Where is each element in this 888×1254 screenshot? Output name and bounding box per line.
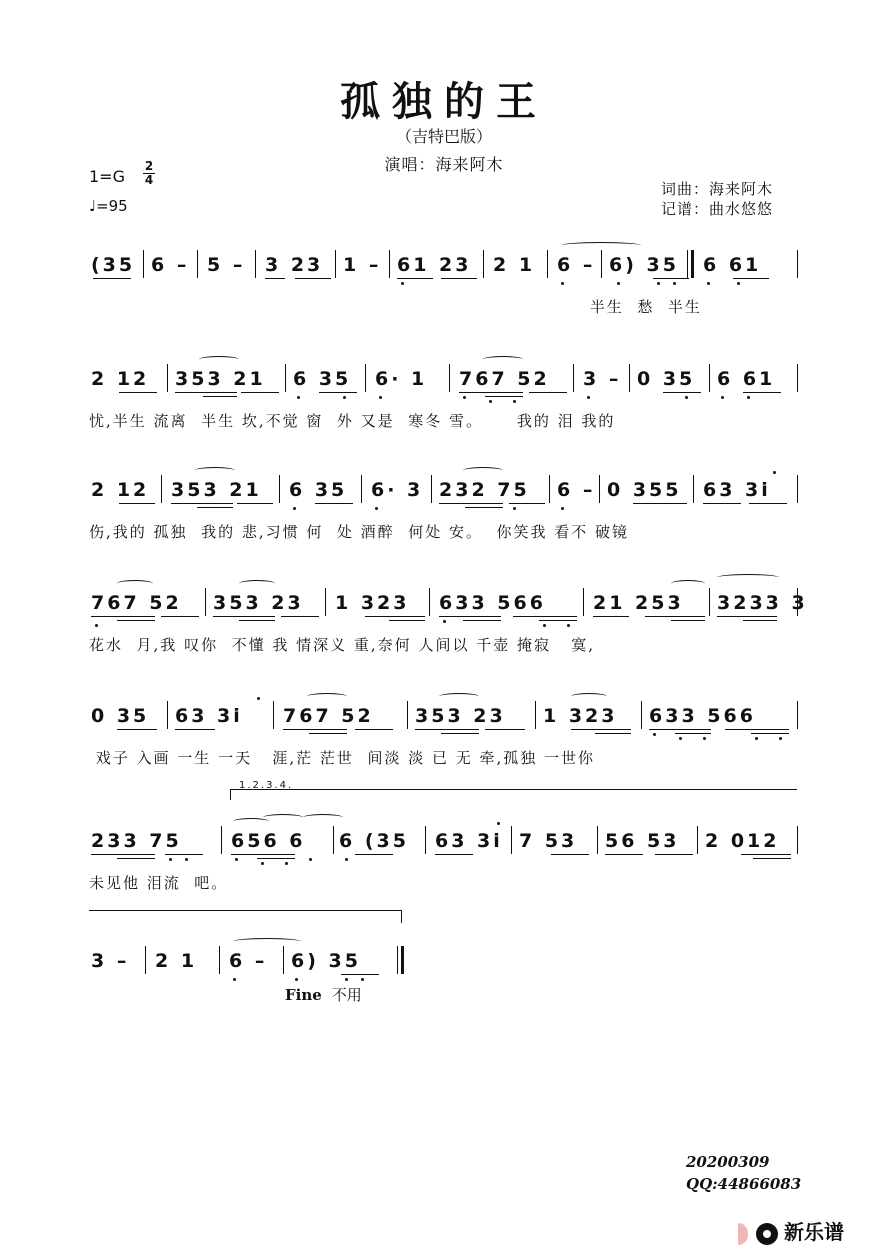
measure: 353 23 (213, 592, 304, 614)
measure: 633 566 (649, 705, 756, 727)
measure: 6· 3 (371, 479, 424, 501)
underline (397, 278, 433, 279)
measure: 6 – (151, 254, 190, 276)
barline (335, 250, 336, 278)
measure: 353 23 (415, 705, 506, 727)
page-title: 孤独的王 (340, 78, 548, 125)
underline (741, 854, 791, 855)
repeat-start-barline-thick (691, 250, 694, 278)
underline (241, 392, 279, 393)
barline (601, 250, 602, 278)
measure: 6 (35 (339, 830, 409, 852)
barline (161, 475, 162, 503)
measure: 353 21 (175, 368, 266, 390)
measure: 3 – (583, 368, 622, 390)
measure: 63 3i (703, 479, 771, 501)
fine-note: 不用 (331, 986, 362, 1004)
lyrics-line: 半生 愁 半生 (89, 298, 702, 316)
underline (175, 392, 237, 393)
tie-arc (307, 693, 347, 700)
underline (161, 616, 199, 617)
underline (671, 620, 705, 621)
underline (463, 620, 501, 621)
tie-arc (195, 467, 235, 474)
underline (117, 858, 155, 859)
lyrics-line: 伤,我的 孤独 我的 悲,习惯 何 处 酒醉 何处 安。 你笑我 看不 破镜 (89, 523, 630, 541)
score-line-7 (0, 938, 888, 1018)
barline (145, 946, 146, 974)
underline (513, 616, 577, 617)
record-icon (756, 1223, 778, 1245)
score-line-6 (0, 818, 888, 898)
barline (221, 826, 222, 854)
measure: 6· 1 (375, 368, 428, 390)
underline (459, 392, 523, 393)
low-octave-dot (233, 978, 236, 981)
underline (281, 616, 319, 617)
underline (203, 396, 237, 397)
barline (599, 475, 600, 503)
measure: 232 75 (439, 479, 530, 501)
underline (315, 503, 353, 504)
low-octave-dot (657, 282, 660, 285)
barline (273, 701, 274, 729)
low-octave-dot (443, 620, 446, 623)
barline (693, 475, 694, 503)
underline (319, 392, 357, 393)
score-line-2 (0, 356, 888, 436)
low-octave-dot (297, 396, 300, 399)
low-octave-dot (285, 862, 288, 865)
low-octave-dot (293, 507, 296, 510)
tie-arc (671, 580, 705, 587)
underline (649, 729, 711, 730)
repeat-end-barline-thick (401, 946, 404, 974)
underline (119, 392, 157, 393)
low-octave-dot (513, 400, 516, 403)
underline (753, 858, 791, 859)
measure: 656 6 (231, 830, 306, 852)
underline (283, 729, 347, 730)
low-octave-dot (707, 282, 710, 285)
low-octave-dot (543, 624, 546, 627)
low-octave-dot (653, 733, 656, 736)
barline (697, 826, 698, 854)
underline (93, 278, 131, 279)
barline (431, 475, 432, 503)
site-watermark (738, 1216, 844, 1245)
barline (549, 475, 550, 503)
measure: 6 61 (717, 368, 776, 390)
low-octave-dot (673, 282, 676, 285)
underline (197, 507, 233, 508)
barline (797, 250, 798, 278)
low-octave-dot (309, 858, 312, 861)
underline (655, 854, 693, 855)
measure: 2 012 (705, 830, 780, 852)
measure: 1 323 (335, 592, 410, 614)
volta-label: 1.2.3.4. (239, 780, 294, 791)
low-octave-dot (345, 978, 348, 981)
tie-arc (199, 356, 239, 363)
low-octave-dot (489, 400, 492, 403)
ending-bracket (89, 910, 402, 923)
notation-staff (89, 938, 799, 1004)
low-octave-dot (685, 396, 688, 399)
underline (595, 733, 631, 734)
measure: 63 3i (435, 830, 503, 852)
footer-info (686, 1151, 801, 1195)
measure: 2 1 (493, 254, 536, 276)
underline (733, 278, 769, 279)
qq-contact: QQ:44866083 (686, 1175, 802, 1193)
score-line-5 (0, 693, 888, 773)
underline (119, 503, 155, 504)
singer-credit: 演唱：海来阿木 (384, 155, 504, 174)
measure: 353 21 (171, 479, 262, 501)
barline (167, 701, 168, 729)
low-octave-dot (561, 282, 564, 285)
low-octave-dot (567, 624, 570, 627)
low-octave-dot (235, 858, 238, 861)
underline (653, 278, 689, 279)
measure: 6 – (557, 254, 596, 276)
underline (365, 616, 425, 617)
underline (165, 854, 203, 855)
barline (407, 701, 408, 729)
underline (117, 620, 155, 621)
low-octave-dot (747, 396, 750, 399)
barline (283, 946, 284, 974)
underline (551, 854, 589, 855)
underline (231, 854, 295, 855)
repeat-end-barline (397, 946, 398, 974)
notation-staff (89, 818, 799, 862)
low-octave-dot (345, 858, 348, 861)
barline (709, 588, 710, 616)
measure: 767 52 (459, 368, 550, 390)
tie-arc (239, 580, 275, 587)
lyrics-line: 花水 月,我 叹你 不懂 我 情深义 重,奈何 人间以 千壶 掩寂 寞, (89, 636, 596, 654)
notation-staff (89, 356, 799, 400)
transcriber-credit: 记谱：曲水悠悠 (661, 200, 774, 218)
tie-arc (717, 574, 779, 581)
low-octave-dot (169, 858, 172, 861)
underline (309, 733, 347, 734)
measure: 6 35 (293, 368, 352, 390)
low-octave-dot (295, 978, 298, 981)
score-line-4 (0, 580, 888, 660)
underline (441, 733, 479, 734)
watermark-accent (738, 1223, 748, 1245)
low-octave-dot (617, 282, 620, 285)
underline (605, 854, 643, 855)
measure: 21 253 (593, 592, 684, 614)
barline (597, 826, 598, 854)
measure: 3 23 (265, 254, 324, 276)
tempo-marking: ♩=95 (89, 197, 128, 215)
underline (91, 616, 155, 617)
measure: 1 – (343, 254, 382, 276)
time-signature-bottom: 4 (144, 173, 154, 187)
high-octave-dot (773, 471, 776, 474)
tie-arc (117, 580, 153, 587)
barline (197, 250, 198, 278)
lyrics-line: 戏子 入画 一生 一天 涯,茫 茫世 间淡 淡 已 无 牵,孤独 一世你 (89, 749, 596, 767)
barline (535, 701, 536, 729)
low-octave-dot (261, 862, 264, 865)
measure: 3 – (91, 950, 130, 972)
barline (365, 364, 366, 392)
time-signature (143, 160, 155, 187)
measure: 633 566 (439, 592, 546, 614)
measure: 56 53 (605, 830, 680, 852)
barline (709, 364, 710, 392)
underline (341, 974, 379, 975)
score-line-3 (0, 467, 888, 547)
low-octave-dot (463, 396, 466, 399)
subtitle: （吉特巴版） (395, 127, 492, 146)
underline (295, 278, 331, 279)
underline (663, 392, 701, 393)
underline (529, 392, 567, 393)
notation-staff (89, 467, 799, 511)
low-octave-dot (679, 737, 682, 740)
watermark-text: 新乐谱 (784, 1220, 844, 1244)
low-octave-dot (375, 507, 378, 510)
barline (797, 475, 798, 503)
barline (583, 588, 584, 616)
volta-bracket (230, 780, 797, 800)
score-line-1 (0, 242, 888, 322)
barline (797, 588, 798, 616)
underline (717, 616, 777, 617)
underline (703, 503, 741, 504)
low-octave-dot (185, 858, 188, 861)
barline (573, 364, 574, 392)
underline (743, 620, 777, 621)
measure: 6) 35 (291, 950, 361, 972)
underline (415, 729, 479, 730)
barline (285, 364, 286, 392)
underline (571, 729, 631, 730)
underline (725, 729, 789, 730)
underline (539, 620, 577, 621)
barline (205, 588, 206, 616)
measure: 6 61 (703, 254, 762, 276)
measure: 6 – (557, 479, 596, 501)
barline (641, 701, 642, 729)
lyrics-line: 忧,半生 流离 半生 坎,不觉 窗 外 又是 寒冬 雪。 我的 泪 我的 (89, 412, 616, 430)
barline (483, 250, 484, 278)
measure: (35 (91, 254, 136, 276)
barline (219, 946, 220, 974)
measure: 0 35 (91, 705, 150, 727)
low-octave-dot (343, 396, 346, 399)
tie-arc (561, 242, 641, 249)
underline (175, 729, 215, 730)
underline (435, 854, 473, 855)
measure: 5 – (207, 254, 246, 276)
barline (797, 826, 798, 854)
barline (449, 364, 450, 392)
barline (361, 475, 362, 503)
measure: 3233 3 (717, 592, 808, 614)
high-octave-dot (257, 697, 260, 700)
low-octave-dot (779, 737, 782, 740)
barline (167, 364, 168, 392)
notation-staff (89, 242, 799, 286)
underline (91, 854, 155, 855)
underline (355, 854, 393, 855)
low-octave-dot (703, 737, 706, 740)
lyrics-line: 未见他 泪流 吧。 (89, 874, 229, 892)
underline (237, 503, 273, 504)
fine-marking (285, 984, 362, 1005)
barline (143, 250, 144, 278)
underline (389, 620, 425, 621)
measure: 6) 35 (609, 254, 679, 276)
measure: 61 23 (397, 254, 472, 276)
date-stamp: 20200309 (686, 1153, 770, 1171)
high-octave-dot (497, 822, 500, 825)
notation-staff (89, 580, 808, 624)
underline (441, 278, 477, 279)
barline (429, 588, 430, 616)
underline (485, 396, 523, 397)
low-octave-dot (755, 737, 758, 740)
tie-arc (233, 938, 301, 945)
measure: 0 35 (637, 368, 696, 390)
underline (465, 507, 503, 508)
low-octave-dot (561, 507, 564, 510)
underline (439, 503, 503, 504)
measure: 2 12 (91, 479, 150, 501)
measure: 7 53 (519, 830, 578, 852)
underline (743, 392, 781, 393)
low-octave-dot (361, 978, 364, 981)
measure: 2 12 (91, 368, 150, 390)
underline (213, 616, 275, 617)
tie-arc (463, 467, 503, 474)
underline (749, 503, 787, 504)
underline (485, 729, 525, 730)
notation-staff (89, 693, 799, 737)
barline (279, 475, 280, 503)
tie-arc (483, 356, 523, 363)
tie-arc (303, 814, 343, 821)
repeat-start-barline (687, 250, 688, 278)
measure: 2 1 (155, 950, 198, 972)
barline (325, 588, 326, 616)
lyrics-music-credit: 词曲：海来阿木 (661, 180, 774, 198)
underline (593, 616, 629, 617)
tie-arc (571, 693, 607, 700)
tie-arc (263, 814, 303, 821)
underline (117, 729, 157, 730)
measure: 767 52 (283, 705, 374, 727)
measure: 6 35 (289, 479, 348, 501)
underline (171, 503, 233, 504)
barline (797, 364, 798, 392)
low-octave-dot (401, 282, 404, 285)
underline (257, 858, 295, 859)
underline (355, 729, 393, 730)
underline (645, 616, 705, 617)
barline (333, 826, 334, 854)
measure: 767 52 (91, 592, 182, 614)
underline (509, 503, 545, 504)
underline (439, 616, 501, 617)
underline (633, 503, 687, 504)
measure: 233 75 (91, 830, 182, 852)
low-octave-dot (737, 282, 740, 285)
low-octave-dot (587, 396, 590, 399)
barline (797, 701, 798, 729)
low-octave-dot (721, 396, 724, 399)
key-signature: 1=G (89, 167, 125, 186)
underline (239, 620, 275, 621)
measure: 6 – (229, 950, 268, 972)
time-signature-top: 2 (144, 159, 154, 173)
measure: 63 3i (175, 705, 243, 727)
low-octave-dot (513, 507, 516, 510)
barline (425, 826, 426, 854)
barline (547, 250, 548, 278)
measure: 0 355 (607, 479, 682, 501)
barline (511, 826, 512, 854)
barline (255, 250, 256, 278)
fine-word: Fine (285, 986, 322, 1004)
underline (751, 733, 789, 734)
underline (265, 278, 285, 279)
measure: 1 323 (543, 705, 618, 727)
tie-arc (439, 693, 479, 700)
barline (389, 250, 390, 278)
low-octave-dot (379, 396, 382, 399)
low-octave-dot (95, 624, 98, 627)
underline (675, 733, 711, 734)
barline (629, 364, 630, 392)
